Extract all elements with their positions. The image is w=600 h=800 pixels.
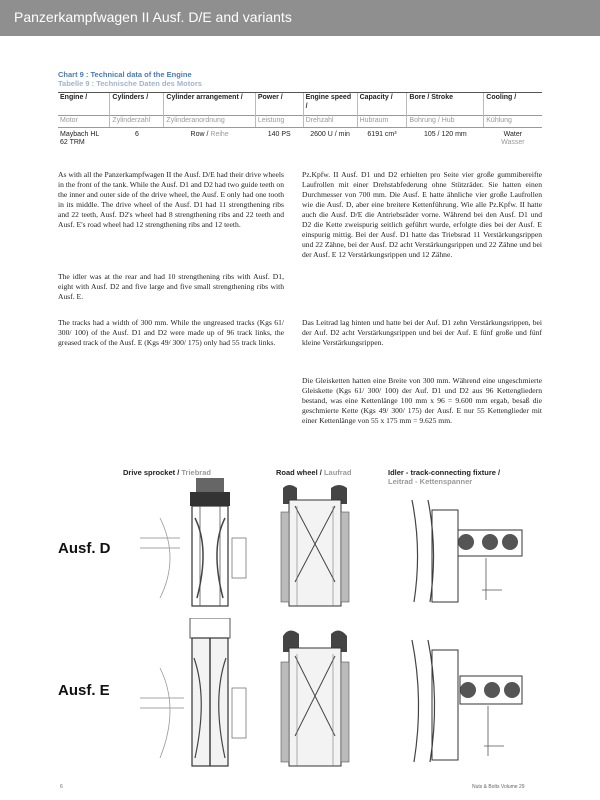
table-header-row-de	[58, 116, 542, 128]
idler-title	[388, 468, 500, 486]
arrangement-de: Reihe	[210, 130, 229, 138]
cell-bore-stroke: 105 / 120 mm	[423, 130, 467, 138]
road-wheel-title	[276, 468, 351, 477]
page-title: Panzerkampfwagen II Ausf. D/E and variants	[14, 9, 292, 25]
paragraph-en-2: The idler was at the rear and had 10 strengthening ribs with Ausf. D1, eight with Ausf. D2 and five large and five small strengthening ribs with Ausf. E.	[58, 272, 284, 301]
header-cell: Bore / Stroke	[407, 93, 484, 116]
cell-engine: Maybach HL 62 TRM	[60, 130, 100, 146]
paragraph-en-3: The tracks had a width of 300 mm. While the ungreased tracks (Kgs 61/ 300/ 100) of the Ausf. D1 and D2 were made up of 96 track links, the greased track of the Ausf. E (Kgs 49/ 300/ 175) only had 55 track links.	[58, 318, 284, 347]
header-cell-de: Drehzahl	[303, 116, 357, 128]
drive-sprocket-e-drawing	[140, 618, 250, 768]
cell-capacity: 6191 cm³	[367, 130, 397, 138]
header-cell-de: Leistung	[255, 116, 303, 128]
cooling-en: Water	[503, 130, 523, 138]
chart-caption-en: Chart 9 : Technical data of the Engine	[58, 70, 192, 79]
cell-cooling	[484, 127, 542, 156]
drive-sprocket-title-de: Triebrad	[181, 468, 211, 477]
road-wheel-title-en: Road wheel /	[276, 468, 324, 477]
idler-d-drawing	[402, 490, 532, 608]
drive-sprocket-title-en: Drive sprocket /	[123, 468, 182, 477]
variant-label-ausf-e: Ausf. E	[58, 682, 110, 699]
cooling-de: Wasser	[501, 139, 525, 146]
header-cell: Engine speed /	[303, 93, 357, 116]
cell-power: 140 PS	[267, 130, 291, 138]
table-header-row-en	[58, 93, 542, 116]
chart-caption-de: Tabelle 9 : Technische Daten des Motors	[58, 79, 202, 88]
footer-source: Nuts & Bolts Volume 29	[472, 784, 525, 790]
header-cell-de: Zylinderanordnung	[164, 116, 255, 128]
header-cell-de: Bohrung / Hub	[407, 116, 484, 128]
paragraph-de-3: Die Gleisketten hatten eine Breite von 300 mm. Während eine ungeschmierte Gleiskette (Kgs 61/ 300/ 100) der Auf. D1 und D2 aus 96 Kettengliedern bestand, was eine Kettenlänge 100 mm x 96 = 9.600 mm ergab, besaß die geschmierte Kette (Kgs 49/ 300/ 175) der Ausf. E nur 55 Kettenglieder mit einer Kettenlänge von 55 x 175 mm = 9.625 mm.	[302, 376, 542, 425]
header-cell: Power /	[255, 93, 303, 116]
idler-e-drawing	[402, 630, 532, 768]
header-cell: Engine /	[58, 93, 110, 116]
paragraph-de-1: Pz.Kpfw. II Ausf. D1 und D2 erhielten pro Seite vier große gummibereifte Laufrollen mit einer Drehstabfederung ohne Stützräder. Sie hatten einen Durchmesser von 700 mm. Die Ausf. E hatte ähnliche vier große Laufrollen wie die Ausf. D, aber eine breitere Kettenführung. Wie alle Pz.Kpfw. II hatte auch die Ausf. D/E die Antriebsräder vorne. Während bei den Ausf. D1 und D2 die Kette zweispurig seitlich geführt wurde, erfolgte dies bei der Ausf. E einspurig mittig. Bei der Ausf. D1 hatte das Triebsrad 11 Verstärkungsrippen und 22 Zähne, bei der Ausf. D2 acht Verstärkungsrippen und 22 Zähne und bei der Ausf. E 12 Verstärkungsrippen und 12 Zähne.	[302, 170, 542, 259]
table-row	[58, 127, 542, 156]
paragraph-de-2: Das Leitrad lag hinten und hatte bei der Auf. D1 zehn Verstärkungsrippen, bei der Auf. D2 acht Verstärkungsrippen und bei der Auf. E fünf große und fünf kleine Verstärkungsrippen.	[302, 318, 542, 347]
idler-title-en: Idler - track-connecting fixture /	[388, 468, 501, 477]
arrangement-en: Row /	[190, 130, 211, 138]
header-bar	[0, 0, 600, 36]
header-cell-de: Hubraum	[357, 116, 407, 128]
header-cell-de: Motor	[58, 116, 110, 128]
header-cell: Cylinders /	[110, 93, 164, 116]
road-wheel-d-drawing	[275, 482, 355, 608]
chart-caption	[58, 70, 202, 88]
paragraph-en-1: As with all the Panzerkampfwagen II the Ausf. D/E had their drive wheels in the front of the tank. While the Ausf. D1 and D2 had two guide teeth on the inner and outer side of the drive wheel, the Ausf. E only had one tooth in its middle. The drive wheel of the Ausf. D1 had 11 strengthening ribs and 22 teeth, Ausf. D2's wheel had 8 strengthening ribs and 22 teeth and Ausf. E's road wheel had 12 strengthening ribs and 12 teeth.	[58, 170, 284, 229]
header-cell: Cylinder arrangement /	[164, 93, 255, 116]
drive-sprocket-d-drawing	[140, 478, 250, 608]
header-cell-de: Zylinderzahl	[110, 116, 164, 128]
header-cell-de: Kühlung	[484, 116, 542, 128]
header-cell: Cooling /	[484, 93, 542, 116]
road-wheel-title-de: Laufrad	[323, 468, 352, 477]
road-wheel-e-drawing	[275, 626, 355, 768]
header-cell: Capacity /	[357, 93, 407, 116]
cell-cylinders: 6	[134, 130, 139, 138]
idler-title-de: Leitrad - Kettenspanner	[388, 477, 473, 486]
cell-speed: 2600 U / min	[310, 130, 350, 138]
page-number: 6	[60, 784, 63, 790]
engine-data-table	[58, 92, 542, 156]
drive-sprocket-title	[123, 468, 211, 477]
cell-arrangement	[164, 127, 255, 156]
variant-label-ausf-d: Ausf. D	[58, 540, 111, 557]
